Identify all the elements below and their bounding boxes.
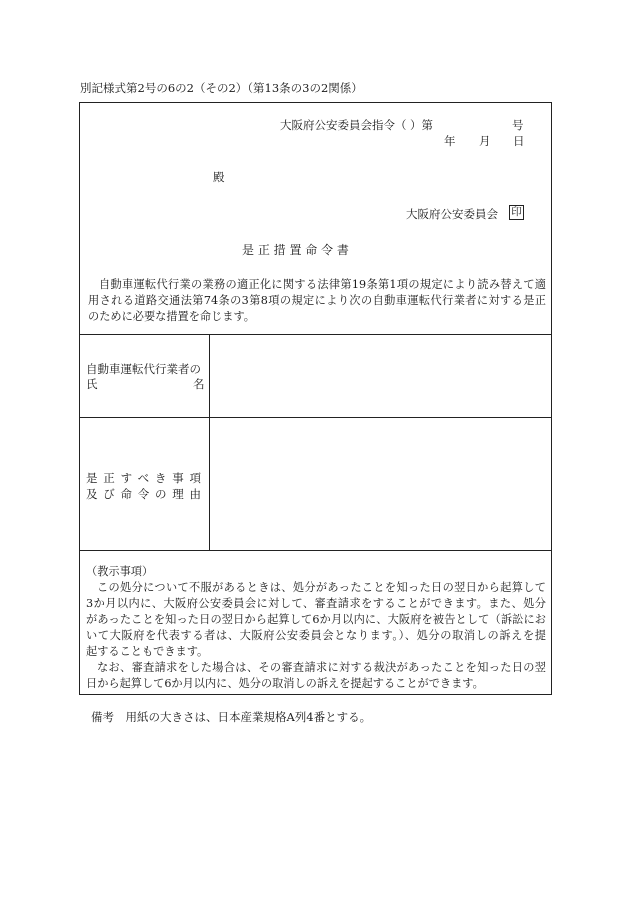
body-paragraph — [88, 277, 546, 325]
instruction-line-3: があったことを知った日の翌日から起算して6か月以内に、大阪府を被告として（訴訟にお — [86, 613, 546, 626]
row2-label-line2: 及び命令の理由 — [86, 487, 201, 501]
instruction-line-4: いて大阪府を代表する者は、大阪府公安委員会となります。）、処分の取消しの訴えを提 — [86, 629, 546, 642]
row2-label-line1: 是正すべき事項 — [86, 471, 201, 485]
instruction-line-2: 3か月以内に、大阪府公安委員会に対して、審査請求をすることができます。また、処分 — [86, 597, 546, 610]
date-year-label: 年 — [444, 134, 456, 148]
body-line-2: 用される道路交通法第74条の3第8項の規定により次の自動車運転代行業者に対する是正 — [88, 294, 546, 307]
order-form-frame — [79, 102, 552, 695]
table-column-divider — [209, 334, 210, 550]
order-issuer-close: ）第 — [410, 118, 433, 132]
order-issuer-prefix: 大阪府公安委員会指令（ — [280, 118, 407, 132]
addressee-honorific: 殿 — [213, 170, 225, 184]
instruction-section — [86, 564, 546, 692]
issuer-name: 大阪府公安委員会 — [406, 207, 498, 221]
instruction-line-1: この処分について不服があるときは、処分があったことを知った日の翌日から起算して — [97, 581, 546, 594]
instruction-line-7: 日から起算して6か月以内に、処分の取消しの訴えを提起することができます。 — [86, 677, 484, 690]
date-day-label: 日 — [513, 134, 525, 148]
date-month-label: 月 — [479, 134, 491, 148]
seal-mark: 印 — [509, 205, 524, 220]
instruction-heading: （教示事項） — [86, 565, 154, 578]
table-top-line — [80, 334, 551, 335]
body-line-3: のために必要な措置を命じます。 — [88, 310, 255, 323]
footnote-remark: 備考 用紙の大きさは、日本産業規格A列4番とする。 — [91, 710, 372, 724]
row1-label-line2a: 氏 — [86, 377, 98, 391]
order-number-suffix: 号 — [512, 118, 524, 132]
instruction-line-6: なお、審査請求をした場合は、その審査請求に対する裁決があったことを知った日の翌 — [97, 661, 546, 674]
table-bottom-line — [80, 550, 551, 551]
form-number-caption: 別記様式第2号の6の2（その2）（第13条の3の2関係） — [80, 81, 363, 95]
row1-label-line2b: 名 — [193, 377, 205, 391]
body-line-1: 自動車運転代行業の業務の適正化に関する法律第19条第1項の規定により読み替えて適 — [99, 278, 546, 291]
table-mid-line — [80, 417, 551, 418]
instruction-line-5: 起することもできます。 — [86, 645, 209, 658]
row1-label-line1: 自動車運転代行業者の — [86, 362, 201, 376]
document-title: 是 正 措 置 命 令 書 — [242, 243, 349, 257]
